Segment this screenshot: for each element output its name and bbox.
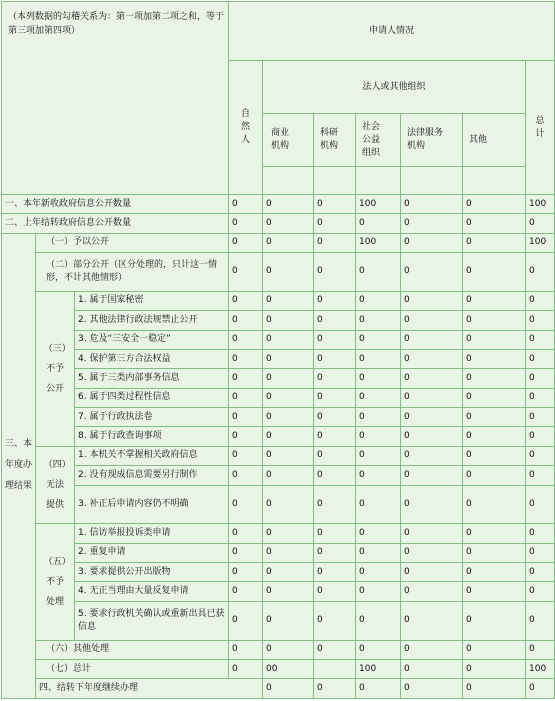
- row-label: （六）其他处理: [36, 640, 229, 659]
- row-label: 四、结转下年度继续办理: [36, 679, 263, 699]
- header-natural-person: 自 然 人: [229, 61, 263, 195]
- row-label: （二）部分公开（区分处理的，只计这一情形，不计其他情形）: [36, 252, 229, 291]
- row-label: 1. 信访举报投诉类申请: [75, 524, 229, 543]
- row-label: 3. 补正后申请内容仍不明确: [75, 485, 229, 524]
- row-label: 8. 属于行政查询事项: [75, 427, 229, 446]
- row-label: （一）予以公开: [36, 233, 229, 252]
- table-row: 8. 属于行政查询事项 0 0 0 0 0 0 0: [2, 427, 555, 446]
- table-row: 6. 属于四类过程性信息 0 0 0 0 0 0 0: [2, 388, 555, 407]
- header-note: （本列数据的勾稽关系为：第一项加第二项之和，等于第三项加第四项）: [2, 2, 229, 195]
- header-total: 总 计: [526, 61, 555, 195]
- table-row: （七）总计 0 00 100 0 0 100: [2, 659, 555, 678]
- table-row: 三、本年度办理结果 （一）予以公开 0 0 0 100 0 0 100: [2, 233, 555, 252]
- section-3-label: 三、本年度办理结果: [2, 233, 36, 698]
- header-legal-entity: 法人或其他组织: [263, 61, 526, 114]
- table-row: 3. 危及“三安全一稳定” 0 0 0 0 0 0 0: [2, 330, 555, 349]
- gov-info-disclosure-table: [1, 1, 555, 699]
- header-applicant-status: 申请人情况: [229, 2, 555, 61]
- table-row: 2. 没有现成信息需要另行制作 0 0 0 0 0 0 0: [2, 466, 555, 485]
- table-row: 一、本年新收政府信息公开数量 0 0 0 100 0 0 100: [2, 194, 555, 213]
- table-row: 四、结转下年度继续办理 0 0 0 0 0 0: [2, 679, 555, 699]
- row-label: 一、本年新收政府信息公开数量: [2, 194, 229, 213]
- row-label: 7. 属于行政执法卷: [75, 408, 229, 427]
- header-commercial: 商业 机构: [263, 114, 314, 167]
- header-social: 社会 公益 组织: [356, 114, 401, 167]
- table-row: （四）无法提供 1. 本机关不掌握相关政府信息 0 0 0 0 0 0 0: [2, 446, 555, 465]
- row-label: 二、上年结转政府信息公开数量: [2, 214, 229, 233]
- group-5-label: （五）不予处理: [36, 524, 75, 640]
- group-3-label: （三）不予公开: [36, 291, 75, 446]
- table-row: 5. 属于三类内部事务信息 0 0 0 0 0 0 0: [2, 369, 555, 388]
- table-row: 二、上年结转政府信息公开数量 0 0 0 0 0 0 0: [2, 214, 555, 233]
- table-row: 7. 属于行政执法卷 0 0 0 0 0 0 0: [2, 408, 555, 427]
- row-label: 1. 属于国家秘密: [75, 291, 229, 310]
- row-label: 2. 重复申请: [75, 543, 229, 562]
- row-label: 3. 要求提供公开出版物: [75, 563, 229, 582]
- table-row: 2. 其他法律行政法规禁止公开 0 0 0 0 0 0 0: [2, 311, 555, 330]
- table-row: 4. 无正当理由大量反复申请 0 0 0 0 0 0 0: [2, 582, 555, 601]
- header-legal-service: 法律服务 机构: [401, 114, 463, 167]
- row-label: 3. 危及“三安全一稳定”: [75, 330, 229, 349]
- table-row: 3. 补正后申请内容仍不明确 0 0 0 0 0 0 0: [2, 485, 555, 524]
- row-label: 5. 要求行政机关确认或重新出具已获信息: [75, 601, 229, 640]
- row-label: 4. 无正当理由大量反复申请: [75, 582, 229, 601]
- row-label: 1. 本机关不掌握相关政府信息: [75, 446, 229, 465]
- row-label: 5. 属于三类内部事务信息: [75, 369, 229, 388]
- header-other: 其他: [463, 114, 526, 167]
- table-row: 5. 要求行政机关确认或重新出具已获信息 0 0 0 0 0 0 0: [2, 601, 555, 640]
- table-row: （六）其他处理 0 0 0 0 0 0 0: [2, 640, 555, 659]
- header-research: 科研 机构: [314, 114, 356, 167]
- group-4-label: （四）无法提供: [36, 446, 75, 524]
- row-label: 4. 保护第三方合法权益: [75, 349, 229, 368]
- row-label: 6. 属于四类过程性信息: [75, 388, 229, 407]
- table-row: 3. 要求提供公开出版物 0 0 0 0 0 0 0: [2, 563, 555, 582]
- row-label: （七）总计: [36, 659, 229, 678]
- table-row: （五）不予处理 1. 信访举报投诉类申请 0 0 0 0 0 0 0: [2, 524, 555, 543]
- row-label: 2. 其他法律行政法规禁止公开: [75, 311, 229, 330]
- table-row: 4. 保护第三方合法权益 0 0 0 0 0 0 0: [2, 349, 555, 368]
- table-row: （三）不予公开 1. 属于国家秘密 0 0 0 0 0 0 0: [2, 291, 555, 310]
- row-label: 2. 没有现成信息需要另行制作: [75, 466, 229, 485]
- table-row: （二）部分公开（区分处理的，只计这一情形，不计其他情形） 0 0 0 0 0 0 0: [2, 252, 555, 291]
- table-row: 2. 重复申请 0 0 0 0 0 0 0: [2, 543, 555, 562]
